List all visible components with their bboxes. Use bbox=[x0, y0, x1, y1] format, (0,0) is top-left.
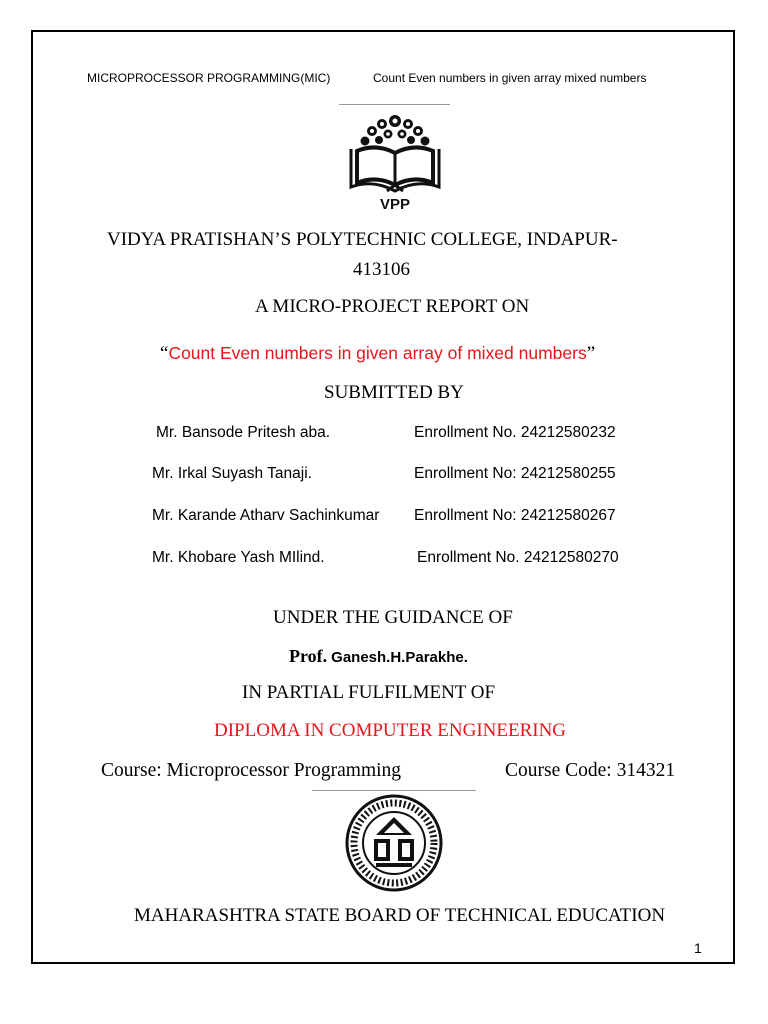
header-left: MICROPROCESSOR PROGRAMMING(MIC) bbox=[87, 71, 331, 85]
college-name-line2: 413106 bbox=[353, 259, 410, 280]
project-title bbox=[160, 343, 595, 365]
fulfilment-heading: IN PARTIAL FULFILMENT OF bbox=[242, 682, 496, 703]
vpp-logo-text: VPP bbox=[379, 196, 411, 213]
member-name: Mr. Irkal Suyash Tanaji. bbox=[152, 465, 312, 482]
member-enrollment: Enrollment No. 24212580270 bbox=[417, 549, 619, 566]
member-enrollment: Enrollment No: 24212580255 bbox=[414, 465, 616, 482]
vpp-college-logo-icon bbox=[339, 105, 450, 213]
quote-open: “ bbox=[160, 343, 169, 364]
header-right: Count Even numbers in given array mixed numbers bbox=[373, 71, 647, 85]
board-logo bbox=[312, 790, 476, 895]
member-name: Mr. Karande Atharv Sachinkumar bbox=[152, 507, 380, 524]
member-enrollment: Enrollment No: 24212580267 bbox=[414, 507, 616, 524]
submitted-by-heading: SUBMITTED BY bbox=[324, 382, 464, 403]
course-name: Course: Microprocessor Programming bbox=[101, 760, 402, 781]
report-heading: A MICRO-PROJECT REPORT ON bbox=[255, 296, 530, 317]
guide-full-name: Ganesh.H.Parakhe. bbox=[331, 649, 468, 666]
page-number: 1 bbox=[694, 940, 702, 956]
member-name: Mr. Khobare Yash MIlind. bbox=[152, 549, 325, 566]
guide-prefix: Prof. bbox=[289, 646, 328, 666]
college-name-line1: VIDYA PRATISHAN’S POLYTECHNIC COLLEGE, INDAPUR- bbox=[107, 229, 618, 250]
guide-name bbox=[289, 646, 468, 667]
board-name: MAHARASHTRA STATE BOARD OF TECHNICAL EDUCATION bbox=[134, 905, 666, 926]
quote-close: ” bbox=[586, 343, 596, 364]
college-logo bbox=[339, 104, 450, 213]
msbte-seal-icon bbox=[312, 791, 476, 895]
project-title-text: Count Even numbers in given array of mixed numbers bbox=[168, 343, 587, 363]
course-code: Course Code: 314321 bbox=[505, 760, 676, 781]
member-enrollment: Enrollment No. 24212580232 bbox=[414, 424, 616, 441]
guidance-heading: UNDER THE GUIDANCE OF bbox=[273, 607, 513, 628]
diploma-name: DIPLOMA IN COMPUTER ENGINEERING bbox=[214, 720, 567, 741]
member-name: Mr. Bansode Pritesh aba. bbox=[156, 424, 331, 441]
